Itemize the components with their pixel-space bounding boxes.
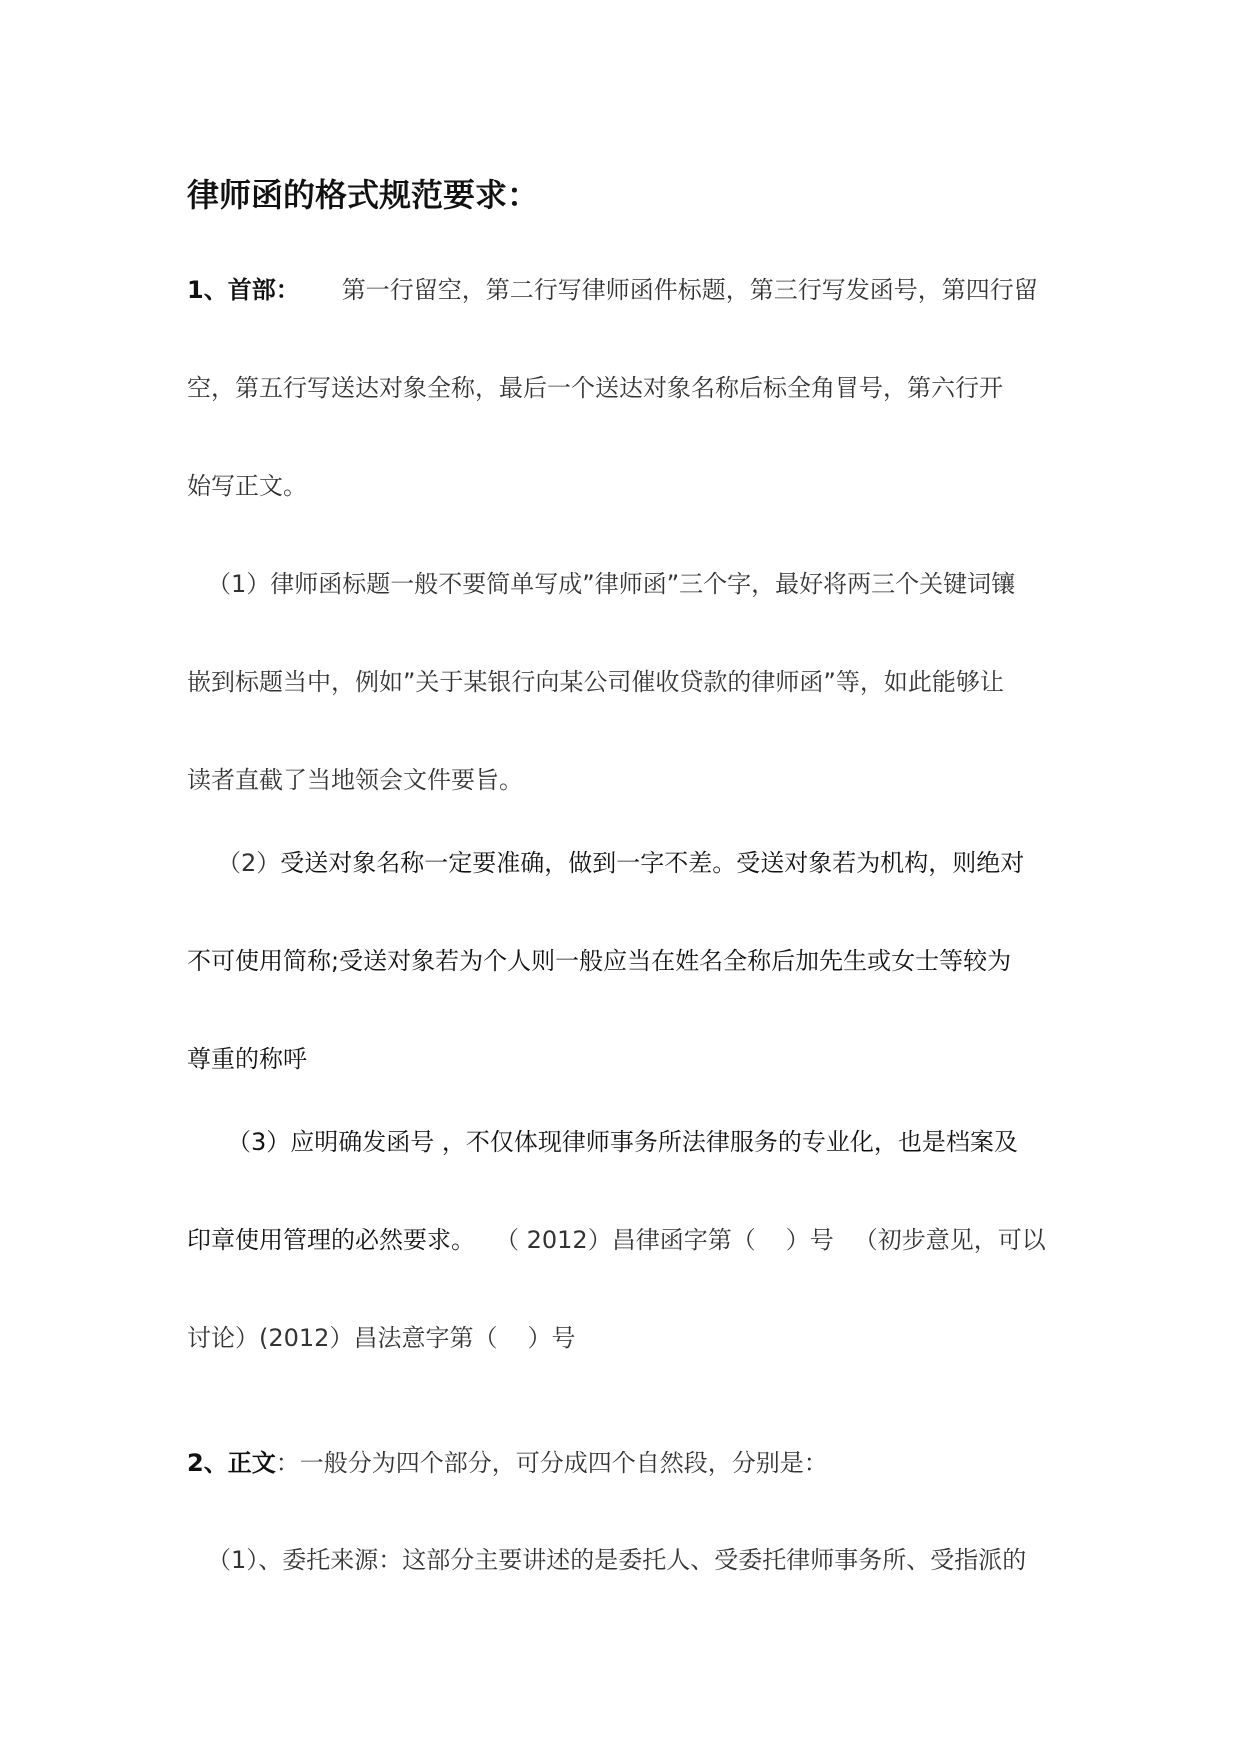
item2-1-text: （1）、委托来源：这部分主要讲述的是委托人、受委托律师事务所、受指派的: [207, 1546, 1027, 1574]
item2-line-3: 尊重的称呼: [187, 1045, 307, 1073]
item3-note: （初步意见，可以: [853, 1226, 1046, 1254]
section2-line-1: [187, 1446, 1067, 1480]
item3-code-1-end: ）号: [785, 1226, 834, 1254]
item3-text-2-main: 印章使用管理的必然要求。: [187, 1226, 475, 1254]
section1-line-1: [187, 273, 1067, 307]
item3-year-2: 讨论）(2012）: [187, 1324, 354, 1352]
document-title: 律师函的格式规范要求：: [187, 176, 540, 214]
item1-line-2: 嵌到标题当中，例如”关于某银行向某公司催收贷款的律师函”等，如此能够让: [187, 668, 1004, 696]
item2-1-line-1: [187, 1543, 1067, 1577]
item1-text-1: （1）律师函标题一般不要简单写成”律师函”三个字，最好将两三个关键词镶: [207, 570, 1016, 598]
item2-line-2: 不可使用简称;受送对象若为个人则一般应当在姓名全称后加先生或女士等较为: [187, 947, 1012, 975]
section1-text-1: 第一行留空，第二行写律师函件标题，第三行写发函号，第四行留: [341, 276, 1038, 304]
item3-code-2-end: ）号: [527, 1324, 576, 1352]
item3-line-3: [187, 1321, 1067, 1355]
item3-line-2: [187, 1223, 1067, 1257]
item3-line-1: [187, 1125, 1067, 1159]
item3-code-1: 昌律函字第（: [611, 1226, 756, 1254]
item1-line-3: 读者直截了当地领会文件要旨。: [187, 766, 523, 794]
section2-colon: ：: [275, 1449, 300, 1477]
item2-prefix: （2）: [217, 849, 281, 877]
item3-year-1: （ 2012）: [495, 1226, 612, 1254]
item2-text-1: 受送对象名称一定要准确，做到一字不差。受送对象若为机构，则绝对: [280, 849, 1025, 877]
item3-text-1: 应明确发函号 ，不仅体现律师事务所法律服务的专业化，也是档案及: [290, 1128, 1018, 1156]
item1-line-1: [187, 567, 1067, 601]
section2-heading: 2、正文: [187, 1449, 276, 1477]
item3-prefix: （3）: [227, 1128, 291, 1156]
item2-line-1: [187, 846, 1067, 880]
section1-line-3: 始写正文。: [187, 472, 307, 500]
section1-line-2: 空，第五行写送达对象全称，最后一个送达对象名称后标全角冒号，第六行开: [187, 374, 1003, 402]
section1-colon: ：: [275, 276, 300, 304]
section2-text: 一般分为四个部分，可分成四个自然段，分别是：: [299, 1449, 828, 1477]
item3-code-2: 昌法意字第（: [353, 1324, 498, 1352]
section1-heading: 1、首部: [187, 276, 276, 304]
